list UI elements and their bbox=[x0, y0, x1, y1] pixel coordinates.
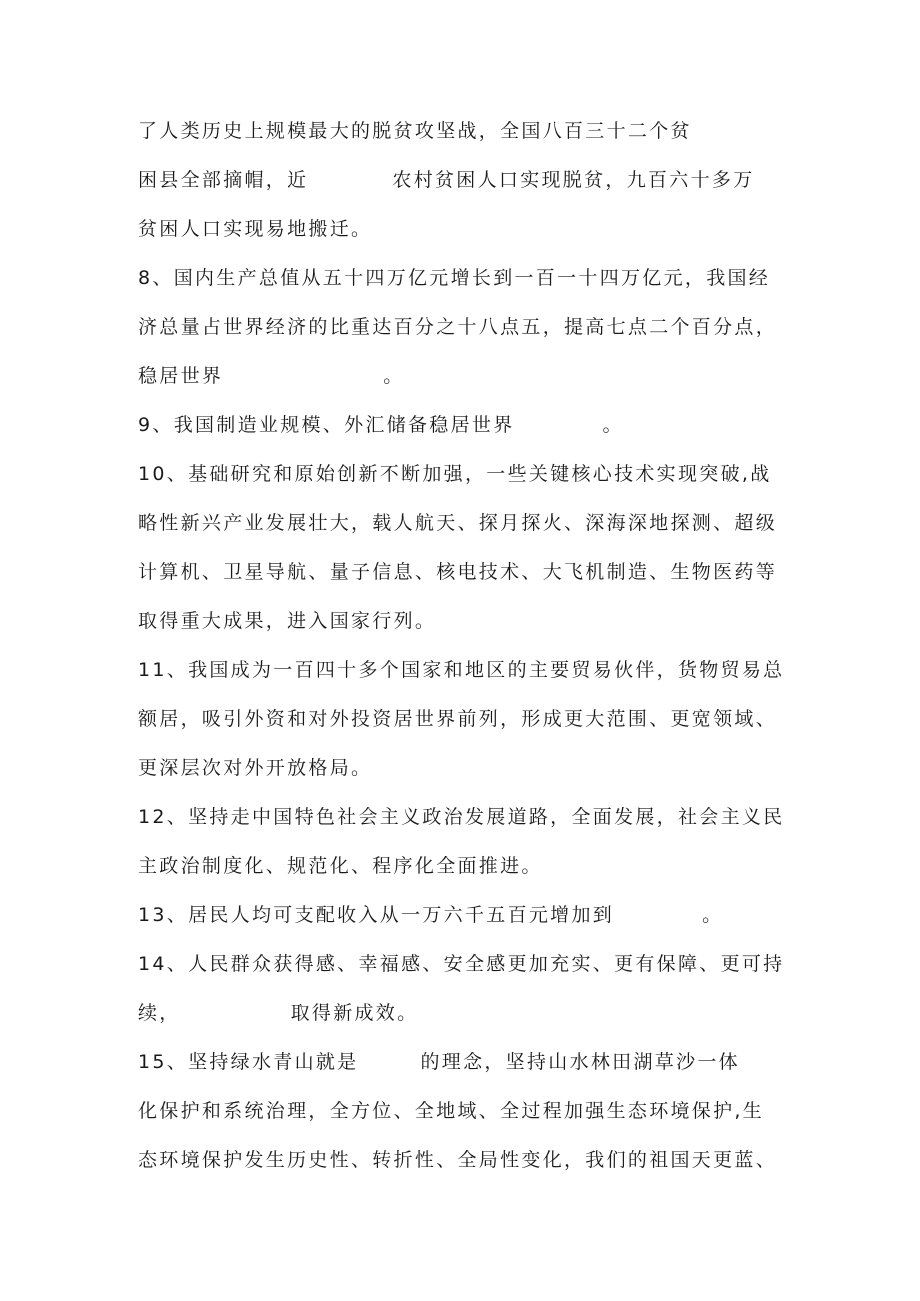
text-line: 取得重大成果，进入国家行列。 bbox=[138, 610, 437, 632]
text-line: 12、坚持走中国特色社会主义政治发展道路，全面发展，社会主义民 bbox=[138, 806, 785, 828]
text-line: 贫困人口实现易地搬迁。 bbox=[138, 218, 373, 240]
text-line: 11、我国成为一百四十多个国家和地区的主要贸易伙伴，货物贸易总 bbox=[138, 659, 785, 681]
text-line bbox=[138, 899, 723, 931]
text-line: 更深层次对外开放格局。 bbox=[138, 757, 373, 779]
text-segment: 的理念，坚持山水林田湖草沙一体 bbox=[420, 1051, 740, 1073]
text-line bbox=[138, 409, 624, 441]
text-line: 计算机、卫星导航、量子信息、核电技术、大飞机制造、生物医药等 bbox=[138, 561, 778, 583]
text-line: 主政治制度化、规范化、程序化全面推进。 bbox=[138, 855, 543, 877]
text-line: 态环境保护发生历史性、转折性、全局性变化，我们的祖国天更蓝、 bbox=[138, 1149, 778, 1171]
text-segment: 取得新成效。 bbox=[290, 1002, 419, 1024]
text-line: 10、基础研究和原始创新不断加强，一些关键核心技术实现突破,战 bbox=[138, 463, 772, 485]
text-segment: 稳居世界 bbox=[138, 365, 224, 387]
text-segment: 15、坚持绿水青山就是 bbox=[138, 1051, 359, 1073]
text-segment: 。 bbox=[702, 904, 724, 926]
text-line: 略性新兴产业发展壮大，载人航天、探月探火、深海深地探测、超级 bbox=[138, 512, 778, 534]
text-segment: 13、居民人均可支配收入从一万六千五百元增加到 bbox=[138, 904, 615, 926]
text-line: 额居，吸引外资和对外投资居世界前列，形成更大范围、更宽领域、 bbox=[138, 708, 778, 730]
text-line: 济总量占世界经济的比重达百分之十八点五，提高七点二个百分点， bbox=[138, 316, 778, 338]
text-segment: 农村贫困人口实现脱贫，九百六十多万 bbox=[392, 169, 755, 191]
text-segment: 。 bbox=[383, 365, 405, 387]
text-line: 14、人民群众获得感、幸福感、安全感更加充实、更有保障、更可持 bbox=[138, 953, 785, 975]
text-line bbox=[138, 360, 405, 392]
text-line bbox=[138, 997, 418, 1029]
text-segment: 困县全部摘帽，近 bbox=[138, 169, 309, 191]
text-line: 化保护和系统治理，全方位、全地域、全过程加强生态环境保护,生 bbox=[138, 1100, 765, 1122]
text-line bbox=[138, 1046, 740, 1078]
text-segment: 。 bbox=[602, 414, 624, 436]
text-line bbox=[138, 164, 755, 196]
text-segment: 续， bbox=[138, 1002, 181, 1024]
text-line: 8、国内生产总值从五十四万亿元增长到一百一十四万亿元，我国经 bbox=[138, 267, 771, 289]
text-segment: 9、我国制造业规模、外汇储备稳居世界 bbox=[138, 414, 515, 436]
text-line: 了人类历史上规模最大的脱贫攻坚战，全国八百三十二个贫 bbox=[138, 120, 692, 142]
